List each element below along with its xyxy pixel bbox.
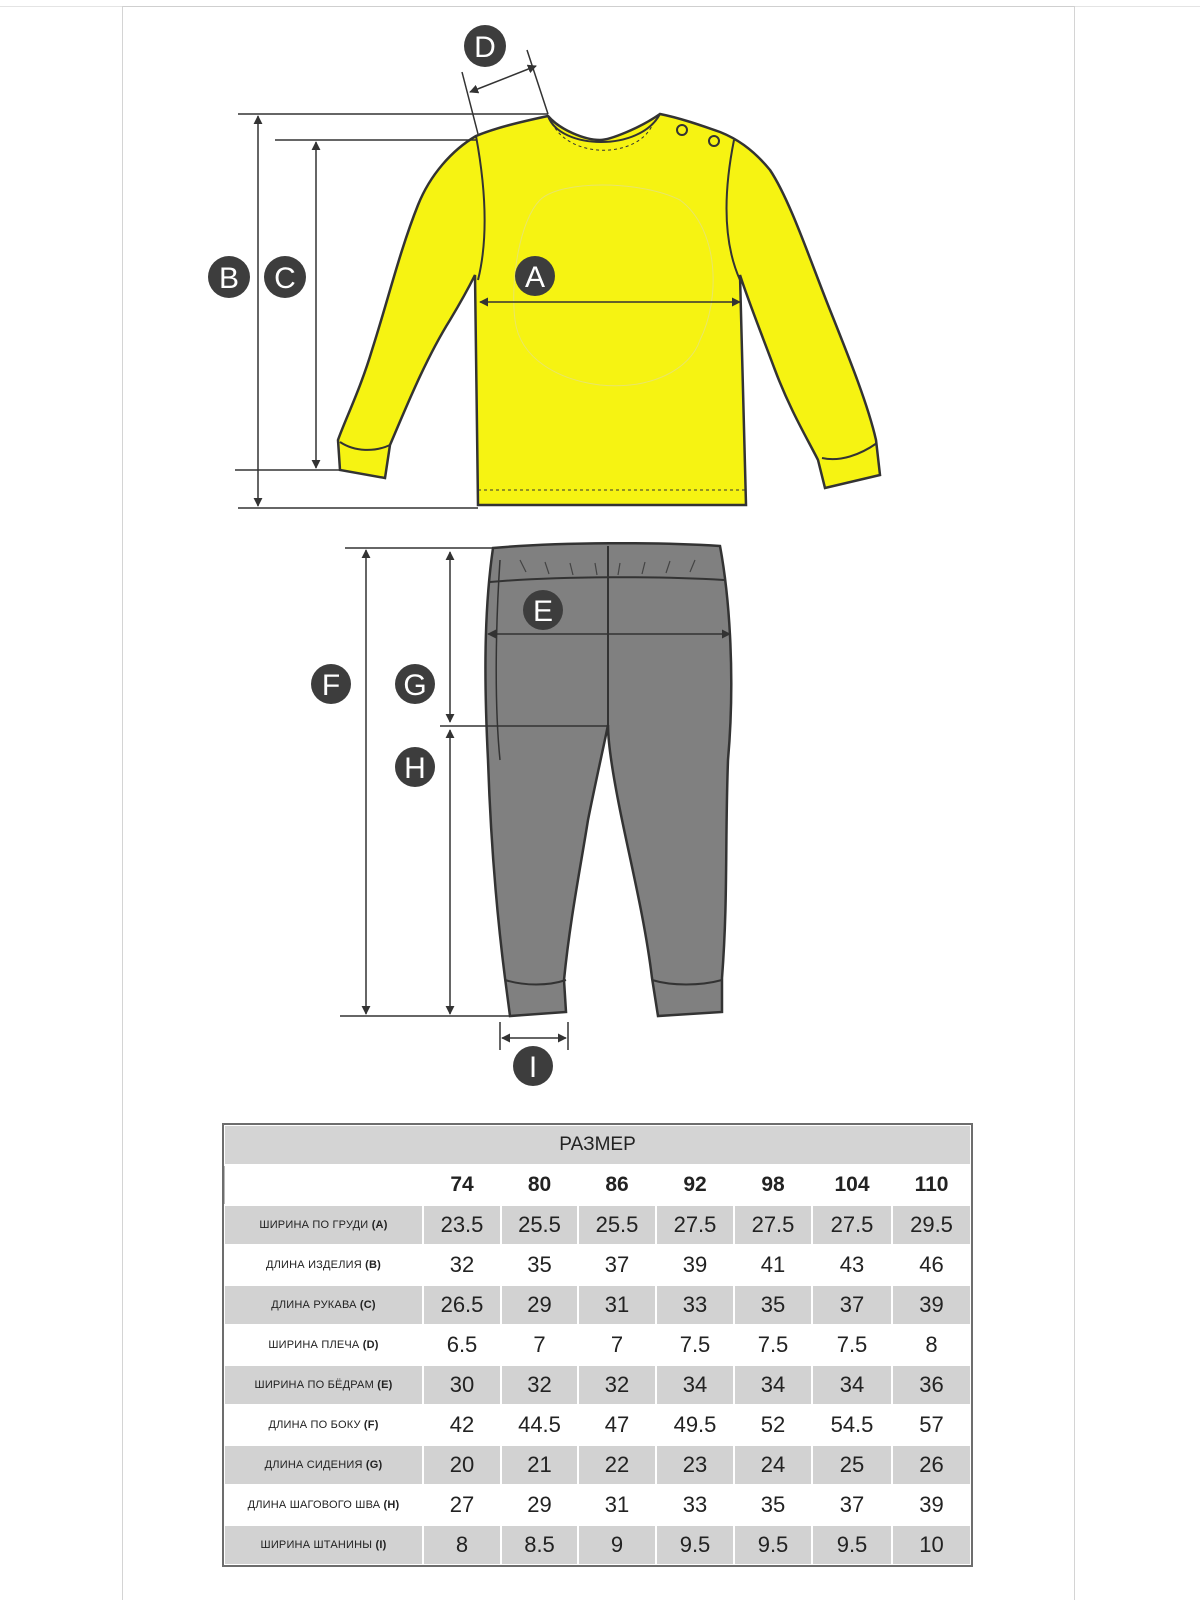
row-label-text: ШИРИНА ПО БЁДРАМ [254, 1379, 374, 1391]
row-label-text: ШИРИНА ПО ГРУДИ [259, 1219, 369, 1231]
table-cell: 37 [812, 1485, 892, 1525]
size-header: 110 [892, 1165, 971, 1205]
row-label-text: ДЛИНА РУКАВА [271, 1299, 357, 1311]
row-label-code: (F) [363, 1419, 379, 1431]
badge-e [523, 590, 563, 630]
table-cell: 33 [656, 1485, 734, 1525]
table-cell: 26 [892, 1445, 971, 1485]
table-cell: 30 [423, 1365, 501, 1405]
table-title: РАЗМЕР [224, 1125, 971, 1165]
svg-text:E: E [532, 595, 554, 628]
table-cell: 44.5 [501, 1405, 578, 1445]
table-cell: 54.5 [812, 1405, 892, 1445]
row-label [224, 1205, 423, 1245]
table-row [224, 1365, 971, 1405]
badge-a [515, 256, 555, 296]
table-cell: 35 [734, 1285, 812, 1325]
shirt-body [338, 114, 880, 505]
size-header: 86 [578, 1165, 656, 1205]
table-row [224, 1485, 971, 1525]
size-header: 92 [656, 1165, 734, 1205]
row-label-code: (E) [377, 1379, 393, 1391]
table-cell: 31 [578, 1285, 656, 1325]
table-cell: 7 [501, 1325, 578, 1365]
table-cell: 43 [812, 1245, 892, 1285]
badge-b [208, 256, 250, 298]
table-cell: 34 [734, 1365, 812, 1405]
table-cell: 24 [734, 1445, 812, 1485]
svg-text:D: D [474, 31, 496, 64]
table-cell: 7 [578, 1325, 656, 1365]
table-cell: 49.5 [656, 1405, 734, 1445]
row-label [224, 1525, 423, 1565]
table-cell: 8 [892, 1325, 971, 1365]
table-cell: 46 [892, 1245, 971, 1285]
table-cell: 27 [423, 1485, 501, 1525]
svg-text:H: H [404, 752, 426, 785]
table-cell: 39 [656, 1245, 734, 1285]
table-cell: 23 [656, 1445, 734, 1485]
size-header-blank [224, 1165, 423, 1205]
table-cell: 9 [578, 1525, 656, 1565]
table-cell: 25 [812, 1445, 892, 1485]
table-cell: 35 [734, 1485, 812, 1525]
table-cell: 23.5 [423, 1205, 501, 1245]
table-cell: 32 [578, 1365, 656, 1405]
table-row [224, 1525, 971, 1565]
table-cell: 9.5 [812, 1525, 892, 1565]
row-label [224, 1365, 423, 1405]
badge-d [464, 25, 506, 67]
table-row [224, 1245, 971, 1285]
table-title-row [224, 1125, 971, 1165]
row-label-code: (A) [371, 1219, 388, 1231]
table-cell: 26.5 [423, 1285, 501, 1325]
svg-text:B: B [218, 262, 240, 295]
table-cell: 29 [501, 1285, 578, 1325]
table-cell: 34 [812, 1365, 892, 1405]
row-label [224, 1405, 423, 1445]
svg-text:G: G [403, 669, 427, 702]
table-cell: 32 [423, 1245, 501, 1285]
table-cell: 42 [423, 1405, 501, 1445]
table-cell: 32 [501, 1365, 578, 1405]
badge-h [395, 747, 435, 787]
table-cell: 20 [423, 1445, 501, 1485]
row-label-text: ДЛИНА ШАГОВОГО ШВА [247, 1499, 381, 1511]
table-cell: 9.5 [656, 1525, 734, 1565]
row-label-code: (D) [362, 1339, 379, 1351]
table-row [224, 1405, 971, 1445]
row-label [224, 1285, 423, 1325]
svg-text:C: C [274, 262, 296, 295]
svg-text:I: I [528, 1051, 538, 1084]
table-cell: 37 [812, 1285, 892, 1325]
table-cell: 25.5 [578, 1205, 656, 1245]
row-label [224, 1325, 423, 1365]
row-label-code: (H) [383, 1499, 400, 1511]
table-cell: 39 [892, 1485, 971, 1525]
badge-c [264, 256, 306, 298]
table-cell: 8 [423, 1525, 501, 1565]
table-cell: 6.5 [423, 1325, 501, 1365]
badge-f [311, 664, 351, 704]
table-cell: 8.5 [501, 1525, 578, 1565]
table-row [224, 1325, 971, 1365]
table-cell: 33 [656, 1285, 734, 1325]
table-row [224, 1445, 971, 1485]
size-header: 80 [501, 1165, 578, 1205]
table-cell: 27.5 [734, 1205, 812, 1245]
button-icon [677, 125, 687, 135]
size-table [223, 1124, 972, 1566]
table-cell: 34 [656, 1365, 734, 1405]
row-label-text: ШИРИНА ШТАНИНЫ [260, 1539, 373, 1551]
size-header: 98 [734, 1165, 812, 1205]
table-cell: 7.5 [734, 1325, 812, 1365]
row-label-code: (B) [365, 1259, 382, 1271]
row-label-code: (G) [365, 1459, 383, 1471]
svg-text:F: F [321, 669, 341, 702]
badge-i [513, 1046, 553, 1086]
table-cell: 22 [578, 1445, 656, 1485]
table-cell: 41 [734, 1245, 812, 1285]
size-header: 74 [423, 1165, 501, 1205]
svg-text:A: A [524, 261, 546, 294]
row-label-text: ДЛИНА ИЗДЕЛИЯ [265, 1259, 362, 1271]
button-icon [709, 136, 719, 146]
row-label [224, 1245, 423, 1285]
row-label-text: ШИРИНА ПЛЕЧА [268, 1339, 360, 1351]
table-cell: 21 [501, 1445, 578, 1485]
table-row [224, 1205, 971, 1245]
table-cell: 7.5 [656, 1325, 734, 1365]
table-cell: 35 [501, 1245, 578, 1285]
size-header: 104 [812, 1165, 892, 1205]
badge-g [395, 664, 435, 704]
table-row [224, 1285, 971, 1325]
table-cell: 9.5 [734, 1525, 812, 1565]
table-cell: 37 [578, 1245, 656, 1285]
table-cell: 27.5 [656, 1205, 734, 1245]
table-cell: 25.5 [501, 1205, 578, 1245]
size-header-row [224, 1165, 971, 1205]
table-cell: 31 [578, 1485, 656, 1525]
row-label [224, 1485, 423, 1525]
shirt-illustration [338, 114, 880, 505]
row-label-text: ДЛИНА СИДЕНИЯ [264, 1459, 363, 1471]
table-cell: 57 [892, 1405, 971, 1445]
table-cell: 10 [892, 1525, 971, 1565]
row-label-text: ДЛИНА ПО БОКУ [268, 1419, 361, 1431]
table-cell: 27.5 [812, 1205, 892, 1245]
table-cell: 29.5 [892, 1205, 971, 1245]
table-cell: 29 [501, 1485, 578, 1525]
table-cell: 52 [734, 1405, 812, 1445]
pants-illustration [485, 543, 731, 1016]
table-cell: 47 [578, 1405, 656, 1445]
table-cell: 7.5 [812, 1325, 892, 1365]
table-cell: 39 [892, 1285, 971, 1325]
row-label-code: (C) [359, 1299, 376, 1311]
row-label-code: (I) [375, 1539, 387, 1551]
row-label [224, 1445, 423, 1485]
table-cell: 36 [892, 1365, 971, 1405]
